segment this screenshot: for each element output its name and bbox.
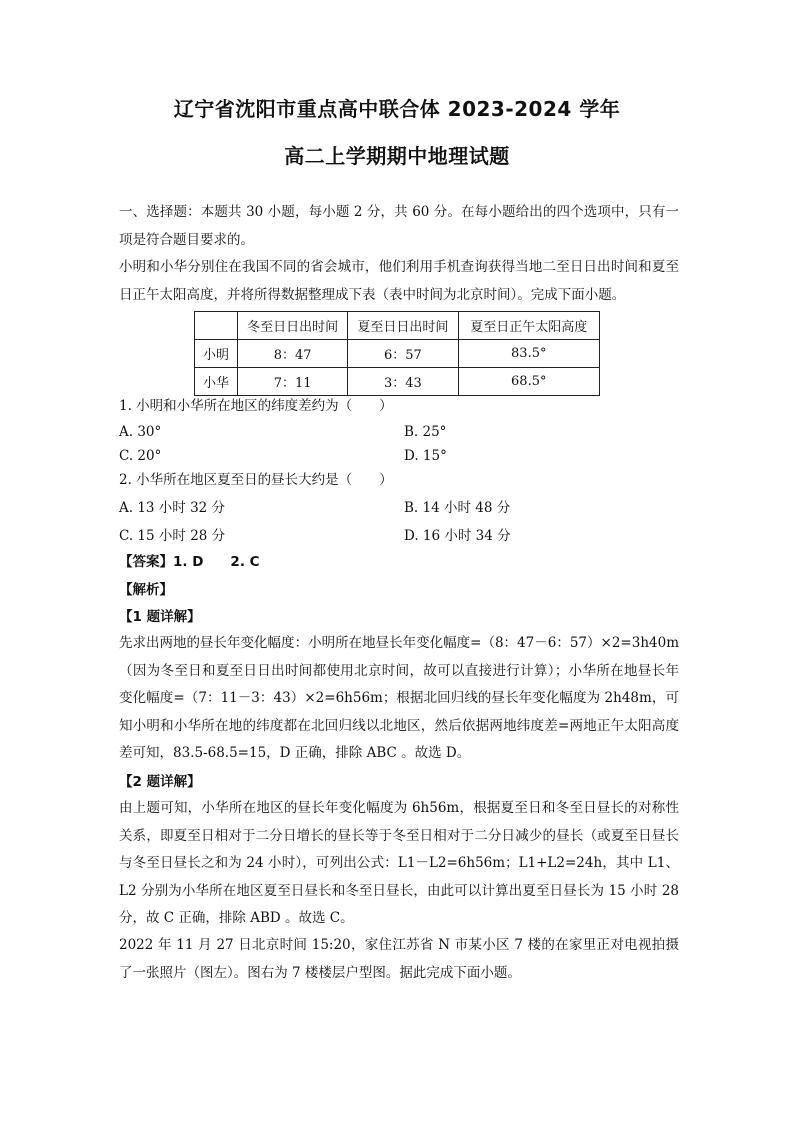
table-row (195, 368, 600, 396)
detail-2-label: 【2 题详解】 (119, 774, 201, 790)
question-1-option-a: A. 30° (119, 424, 162, 440)
table-cell: 83.5° (458, 340, 599, 368)
title-line-1: 辽宁省沈阳市重点高中联合体 2023-2024 学年 (173, 97, 621, 121)
question-2-option-b: B. 14 小时 48 分 (404, 500, 511, 516)
table-header-row (195, 312, 600, 340)
title-line-2: 高二上学期期中地理试题 (284, 144, 510, 168)
question-2-stem: 2. 小华所在地区夏至日的昼长大约是（ ） (119, 472, 393, 488)
answer-line: 【答案】1. D 2. C (119, 554, 260, 570)
table-cell: 6：57 (348, 340, 458, 368)
section-intro: 一、选择题：本题共 30 小题，每小题 2 分，共 60 分。在每小题给出的四个选项中，只有一项是符合题目要求的。 (119, 204, 679, 248)
table-cell: 68.5° (458, 368, 599, 396)
table-header-cell: 冬至日日出时间 (238, 312, 348, 340)
table-row (195, 340, 600, 368)
table-cell: 7：11 (238, 368, 348, 396)
table-cell: 8：47 (238, 340, 348, 368)
question-1-option-c: C. 20° (119, 448, 162, 464)
question-1-option-d: D. 15° (404, 448, 447, 464)
question-stem-1: 小明和小华分别住在我国不同的省会城市，他们利用手机查询获得当地二至日日出时间和夏至日正午太阳高度，并将所得数据整理成下表（表中时间为北京时间）。完成下面小题。 (119, 259, 679, 303)
table-cell: 3：43 (348, 368, 458, 396)
question-2-option-c: C. 15 小时 28 分 (119, 528, 226, 544)
question-stem-3: 2022 年 11 月 27 日北京时间 15:20，家住江苏省 N 市某小区 7 楼的在家里正对电视拍摄了一张照片（图左）。图右为 7 楼楼层户型图。据此完成下面小题。 (119, 937, 679, 981)
table-header-cell: 夏至日正午太阳高度 (458, 312, 599, 340)
detail-1-text: 先求出两地的昼长年变化幅度：小明所在地昼长年变化幅度=（8：47－6：57）×2=3h40m（因为冬至日和夏至日日出时间都使用北京时间，故可以直接进行计算）；小华所在地昼长年变化幅度=（7：11－3：43）×2=6h56m；根据北回归线的昼长年变化幅度为 2h48m，可知小明和小华所在地的纬度都在北回归线以北地区，然后依据两地纬度差=两地正午太阳高度差可知，83.5-68.5=15，D 正确，排除 ABC 。故选 D。 (119, 635, 679, 761)
table-header-cell: 夏至日日出时间 (348, 312, 458, 340)
data-table (194, 311, 600, 396)
question-1-option-b: B. 25° (404, 424, 447, 440)
question-2-option-d: D. 16 小时 34 分 (404, 528, 511, 544)
table-header-cell (195, 312, 238, 340)
detail-1-label: 【1 题详解】 (119, 609, 201, 625)
question-1-stem: 1. 小明和小华所在地区的纬度差约为（ ） (119, 398, 393, 414)
table-cell: 小明 (195, 340, 238, 368)
table-cell: 小华 (195, 368, 238, 396)
detail-2-text: 由上题可知，小华所在地区的昼长年变化幅度为 6h56m，根据夏至日和冬至日昼长的对称性关系，即夏至日相对于二分日增长的昼长等于冬至日相对于二分日减少的昼长（或夏至日昼长与冬至日昼长之和为 24 小时），可列出公式：L1－L2=6h56m；L1+L2=24h，其中 L1、L2 分别为小华所在地区夏至日昼长和冬至日昼长，由此可以计算出夏至日昼长为 15 小时 28 分，故 C 正确，排除 ABD 。故选 C。 (119, 800, 679, 926)
question-2-option-a: A. 13 小时 32 分 (119, 500, 226, 516)
analysis-label: 【解析】 (119, 582, 173, 598)
